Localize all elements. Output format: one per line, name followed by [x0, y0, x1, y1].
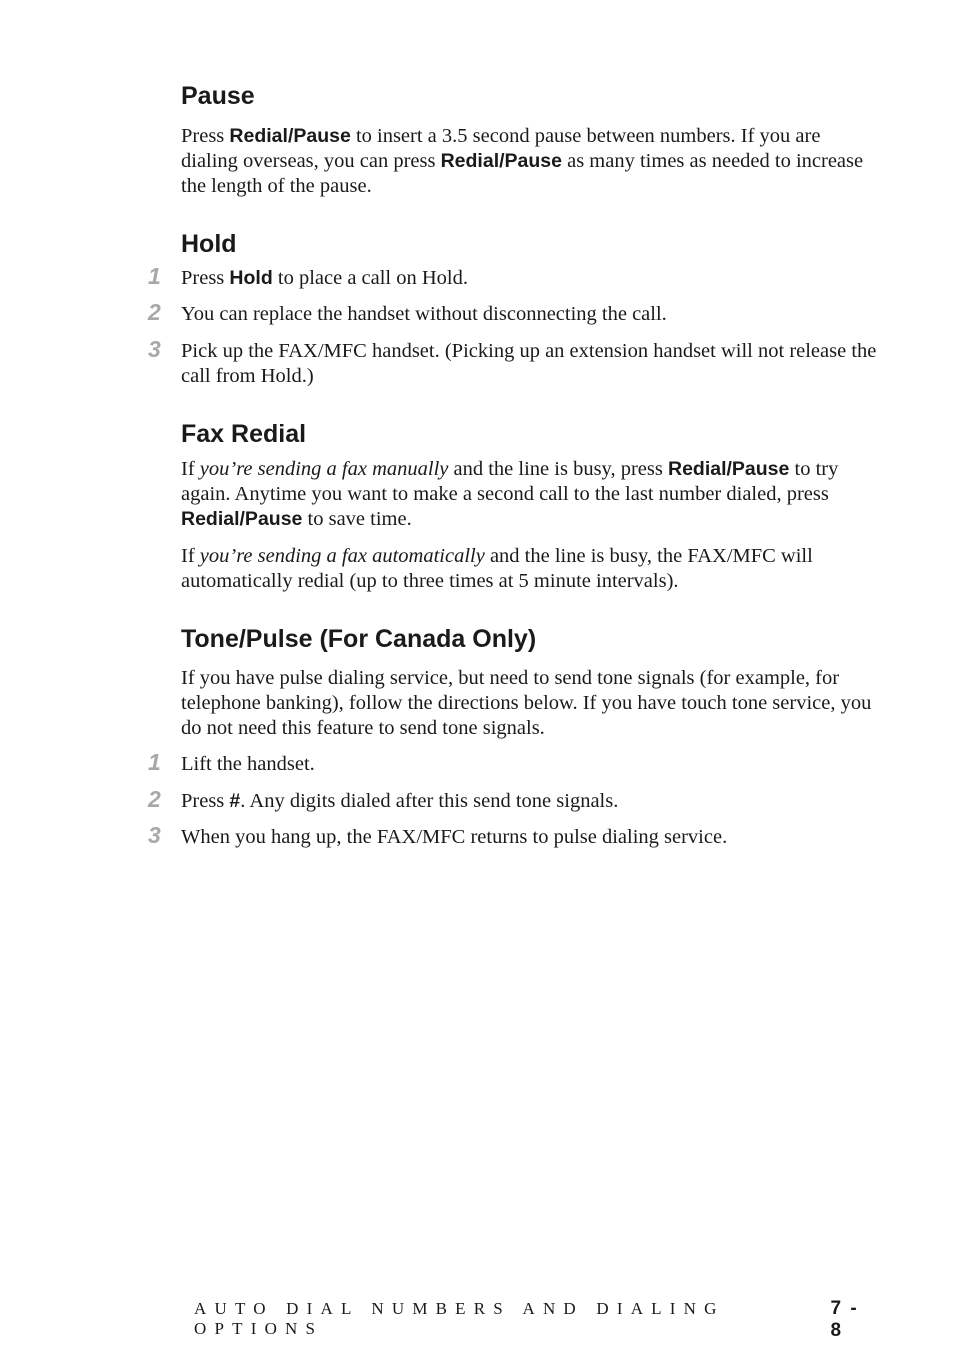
- step-number: 2: [148, 299, 161, 325]
- hold-step-2: [148, 299, 881, 327]
- step-text: You can replace the handset without disconnecting the call.: [181, 303, 667, 325]
- footer-page-number: 7 - 8: [830, 1298, 859, 1341]
- step-text: Press Hold to place a call on Hold.: [181, 267, 469, 289]
- fax-redial-paragraph-2: If you’re sending a fax automatically and the line is busy, the FAX/MFC will automatically redial (up to three times at 5 minute intervals).: [181, 545, 813, 592]
- section-heading-tone-pulse: Tone/Pulse (For Canada Only): [181, 625, 537, 653]
- step-number: 3: [148, 822, 161, 848]
- pause-paragraph: Press Redial/Pause to insert a 3.5 second pause between numbers. If you are dialing overseas, you can press Redial/Pause as many times as needed to increase the length of the pause.: [181, 125, 864, 197]
- step-text: Lift the handset.: [181, 753, 315, 775]
- section-heading-pause: Pause: [181, 82, 255, 110]
- footer-chapter-title: AUTO DIAL NUMBERS AND DIALING OPTIONS: [194, 1299, 725, 1338]
- section-heading-hold: Hold: [181, 230, 237, 258]
- step-number: 2: [148, 786, 161, 812]
- step-number: 1: [148, 749, 161, 775]
- tone-step-3: [148, 822, 881, 850]
- section-heading-fax-redial: Fax Redial: [181, 420, 307, 448]
- step-number: 3: [148, 336, 161, 362]
- hold-step-1: [148, 263, 881, 291]
- step-text: Pick up the FAX/MFC handset. (Picking up an extension handset will not release the call from Hold.): [181, 340, 877, 387]
- step-number: 1: [148, 263, 161, 289]
- page-footer: [194, 1298, 876, 1342]
- tone-step-1: [148, 749, 881, 777]
- step-text: Press #. Any digits dialed after this send tone signals.: [181, 790, 619, 812]
- fax-redial-paragraph-1: If you’re sending a fax manually and the line is busy, press Redial/Pause to try again. Anytime you want to make a second call to the last number dialed, press Redial/Pause to save time.: [181, 458, 839, 530]
- tone-step-2: [148, 786, 881, 814]
- hold-step-3: [148, 336, 881, 389]
- step-text: When you hang up, the FAX/MFC returns to pulse dialing service.: [181, 826, 728, 848]
- page-content: [148, 80, 881, 850]
- tone-pulse-paragraph: If you have pulse dialing service, but need to send tone signals (for example, for telephone banking), follow the directions below. If you have touch tone service, you do not need this feature to send tone signals.: [181, 667, 872, 739]
